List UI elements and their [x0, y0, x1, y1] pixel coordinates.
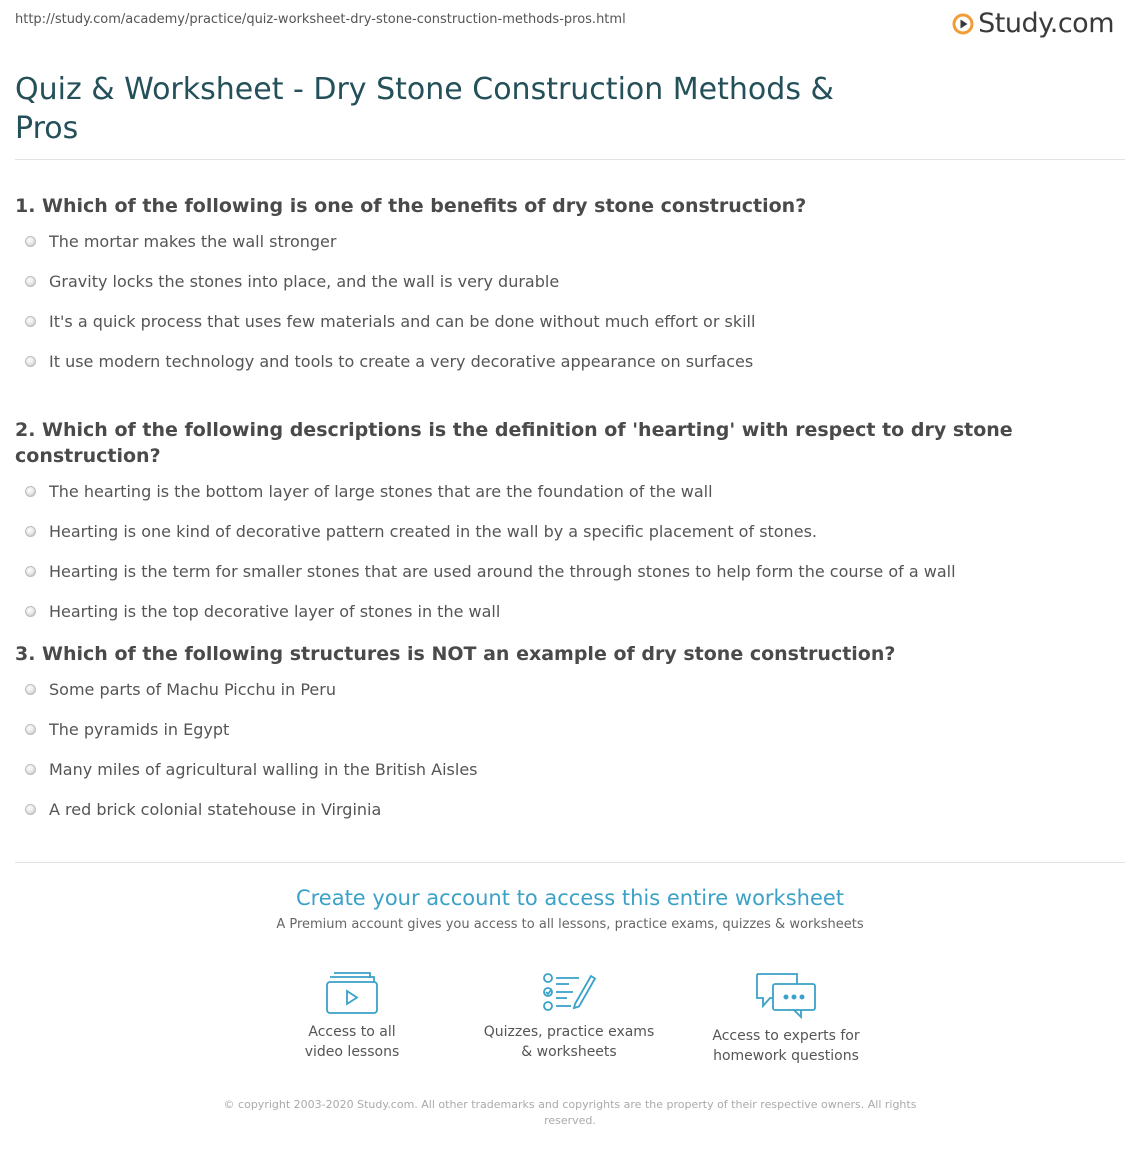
answer-options — [15, 471, 1125, 631]
answer-label: Gravity locks the stones into place, and the wall is very durable — [49, 271, 560, 291]
answer-option[interactable] — [15, 669, 1125, 709]
feature-quizzes — [469, 970, 669, 1062]
radio-button-icon[interactable] — [25, 684, 36, 695]
question-1 — [15, 193, 1125, 381]
quiz-checklist-icon — [541, 970, 597, 1016]
answer-label: A red brick colonial statehouse in Virginia — [49, 799, 382, 819]
feature-label: Access to experts for homework questions — [712, 1028, 860, 1064]
answer-option[interactable] — [15, 341, 1125, 381]
radio-button-icon[interactable] — [25, 764, 36, 775]
radio-button-icon[interactable] — [25, 804, 36, 815]
radio-button-icon[interactable] — [25, 724, 36, 735]
answer-label: It use modern technology and tools to create a very decorative appearance on surfaces — [49, 351, 754, 371]
radio-button-icon[interactable] — [25, 316, 36, 327]
answer-option[interactable] — [15, 471, 1125, 511]
answer-option[interactable] — [15, 749, 1125, 789]
question-text: 1. Which of the following is one of the benefits of dry stone construction? — [15, 195, 807, 217]
answer-option[interactable] — [15, 221, 1125, 261]
page-url: http://study.com/academy/practice/quiz-worksheet-dry-stone-construction-methods-pros.html — [15, 12, 626, 27]
answer-option[interactable] — [15, 511, 1125, 551]
page-title: Quiz & Worksheet - Dry Stone Construction Methods & Pros — [15, 72, 834, 146]
premium-description: A Premium account gives you access to all lessons, practice exams, quizzes & worksheets — [276, 917, 864, 932]
answer-option[interactable] — [15, 591, 1125, 631]
radio-button-icon[interactable] — [25, 566, 36, 577]
answer-label: The pyramids in Egypt — [49, 719, 230, 739]
answer-options — [15, 669, 1125, 829]
answer-label: It's a quick process that uses few materials and can be done without much effort or skill — [49, 311, 756, 331]
feature-label: Access to all video lessons — [304, 1024, 400, 1060]
chat-bubbles-icon — [753, 970, 819, 1020]
answer-label: Some parts of Machu Picchu in Peru — [49, 679, 336, 699]
question-text: 2. Which of the following descriptions is the definition of 'hearting' with respect to dry stone construction? — [15, 419, 1013, 467]
answer-option[interactable] — [15, 301, 1125, 341]
logo-text: Study.com — [978, 8, 1114, 39]
radio-button-icon[interactable] — [25, 356, 36, 367]
content-divider — [15, 862, 1125, 863]
radio-button-icon[interactable] — [25, 486, 36, 497]
answer-option[interactable] — [15, 789, 1125, 829]
play-circle-icon — [952, 13, 974, 35]
create-account-link[interactable]: Create your account to access this entire worksheet — [295, 886, 845, 910]
radio-button-icon[interactable] — [25, 236, 36, 247]
radio-button-icon[interactable] — [25, 606, 36, 617]
video-lessons-icon — [324, 970, 380, 1016]
radio-button-icon[interactable] — [25, 276, 36, 287]
answer-options — [15, 221, 1125, 381]
answer-option[interactable] — [15, 261, 1125, 301]
feature-experts — [686, 970, 886, 1066]
answer-label: Hearting is one kind of decorative pattern created in the wall by a specific placement of stones. — [49, 521, 817, 541]
answer-label: Hearting is the top decorative layer of stones in the wall — [49, 601, 501, 621]
question-2 — [15, 417, 1125, 631]
answer-option[interactable] — [15, 709, 1125, 749]
answer-option[interactable] — [15, 551, 1125, 591]
copyright-notice: © copyright 2003-2020 Study.com. All other trademarks and copyrights are the property of their respective owners. All rights reserved. — [223, 1098, 917, 1127]
radio-button-icon[interactable] — [25, 526, 36, 537]
answer-label: Hearting is the term for smaller stones that are used around the through stones to help form the course of a wall — [49, 561, 956, 581]
question-text: 3. Which of the following structures is NOT an example of dry stone construction? — [15, 643, 896, 665]
answer-label: The mortar makes the wall stronger — [49, 231, 337, 251]
answer-label: Many miles of agricultural walling in the British Aisles — [49, 759, 478, 779]
feature-video-lessons — [252, 970, 452, 1062]
question-3 — [15, 641, 1125, 829]
study-logo[interactable] — [952, 8, 1114, 40]
answer-label: The hearting is the bottom layer of large stones that are the foundation of the wall — [49, 481, 713, 501]
feature-label: Quizzes, practice exams & worksheets — [483, 1024, 655, 1060]
header-divider — [15, 159, 1125, 160]
